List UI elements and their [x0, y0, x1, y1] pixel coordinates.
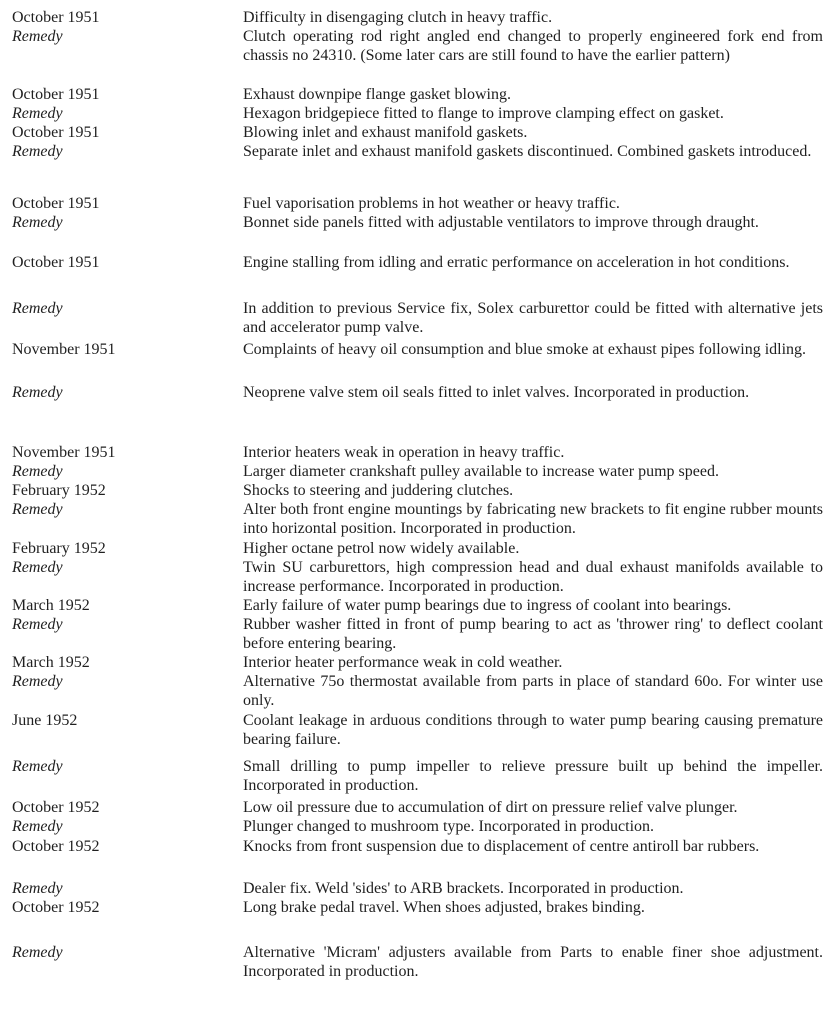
issue-date: February 1952	[12, 540, 106, 557]
remedy-label: Remedy	[12, 384, 63, 401]
remedy-description: Alternative 'Micram' adjusters available from Parts to enable finer shoe adjustment. Incorporated in production.	[243, 944, 823, 981]
remedy-label: Remedy	[12, 501, 63, 518]
remedy-description: Plunger changed to mushroom type. Incorporated in production.	[243, 818, 655, 835]
issue-description: Engine stalling from idling and erratic performance on acceleration in hot conditions.	[243, 254, 790, 271]
remedy-description: Twin SU carburettors, high compression head and dual exhaust manifolds available to increase performance. Incorporated in production.	[243, 559, 823, 596]
remedy-label: Remedy	[12, 944, 63, 961]
remedy-label: Remedy	[12, 559, 63, 576]
remedy-label: Remedy	[12, 463, 63, 480]
remedy-label: Remedy	[12, 758, 63, 775]
remedy-label: Remedy	[12, 616, 63, 633]
issue-description: Interior heater performance weak in cold weather.	[243, 654, 563, 671]
issue-date: October 1952	[12, 799, 100, 816]
remedy-label: Remedy	[12, 143, 63, 160]
remedy-label: Remedy	[12, 105, 63, 122]
issue-date: October 1952	[12, 899, 100, 916]
issue-description: Low oil pressure due to accumulation of dirt on pressure relief valve plunger.	[243, 799, 738, 816]
issue-description: Higher octane petrol now widely available.	[243, 540, 520, 557]
remedy-description: Clutch operating rod right angled end changed to properly engineered fork end from chassis no 24310. (Some later cars are still found to have the earlier pattern)	[243, 28, 823, 65]
remedy-description: Dealer fix. Weld 'sides' to ARB brackets. Incorporated in production.	[243, 880, 684, 897]
remedy-description: Alternative 75o thermostat available from parts in place of standard 60o. For winter use only.	[243, 673, 823, 710]
remedy-description: Neoprene valve stem oil seals fitted to inlet valves. Incorporated in production.	[243, 384, 750, 401]
remedy-label: Remedy	[12, 818, 63, 835]
remedy-description: Alter both front engine mountings by fabricating new brackets to fit engine rubber mounts into horizontal position. Incorporated in production.	[243, 501, 823, 538]
issue-date: March 1952	[12, 597, 90, 614]
remedy-description: Bonnet side panels fitted with adjustable ventilators to improve through draught.	[243, 214, 759, 231]
remedy-description: Small drilling to pump impeller to relieve pressure built up behind the impeller. Incorporated in production.	[243, 758, 823, 795]
issue-date: October 1951	[12, 86, 100, 103]
issue-description: Difficulty in disengaging clutch in heavy traffic.	[243, 9, 553, 26]
remedy-description: Larger diameter crankshaft pulley available to increase water pump speed.	[243, 463, 719, 480]
issue-description: Shocks to steering and juddering clutches.	[243, 482, 514, 499]
remedy-description: Hexagon bridgepiece fitted to flange to improve clamping effect on gasket.	[243, 105, 724, 122]
issue-description: Blowing inlet and exhaust manifold gaskets.	[243, 124, 528, 141]
issue-date: February 1952	[12, 482, 106, 499]
issue-date: November 1951	[12, 444, 116, 461]
issue-description: Coolant leakage in arduous conditions through to water pump bearing causing premature bearing failure.	[243, 712, 823, 749]
remedy-description: In addition to previous Service fix, Solex carburettor could be fitted with alternative jets and accelerator pump valve.	[243, 300, 823, 337]
remedy-description: Separate inlet and exhaust manifold gaskets discontinued. Combined gaskets introduced.	[243, 143, 812, 160]
issue-date: October 1951	[12, 9, 100, 26]
remedy-label: Remedy	[12, 28, 63, 45]
issue-description: Fuel vaporisation problems in hot weather or heavy traffic.	[243, 195, 620, 212]
issue-date: March 1952	[12, 654, 90, 671]
issue-description: Early failure of water pump bearings due to ingress of coolant into bearings.	[243, 597, 732, 614]
issue-date: November 1951	[12, 341, 116, 358]
issue-date: October 1951	[12, 124, 100, 141]
issue-description: Exhaust downpipe flange gasket blowing.	[243, 86, 511, 103]
remedy-description: Rubber washer fitted in front of pump bearing to act as 'thrower ring' to deflect coolant before entering bearing.	[243, 616, 823, 653]
remedy-label: Remedy	[12, 300, 63, 317]
issue-date: June 1952	[12, 712, 78, 729]
issue-description: Long brake pedal travel. When shoes adjusted, brakes binding.	[243, 899, 645, 916]
issue-description: Interior heaters weak in operation in heavy traffic.	[243, 444, 565, 461]
issue-date: October 1952	[12, 838, 100, 855]
remedy-label: Remedy	[12, 214, 63, 231]
issue-description: Complaints of heavy oil consumption and blue smoke at exhaust pipes following idling.	[243, 341, 807, 358]
issue-date: October 1951	[12, 195, 100, 212]
remedy-label: Remedy	[12, 673, 63, 690]
issue-date: October 1951	[12, 254, 100, 271]
remedy-label: Remedy	[12, 880, 63, 897]
issue-description: Knocks from front suspension due to displacement of centre antiroll bar rubbers.	[243, 838, 760, 855]
